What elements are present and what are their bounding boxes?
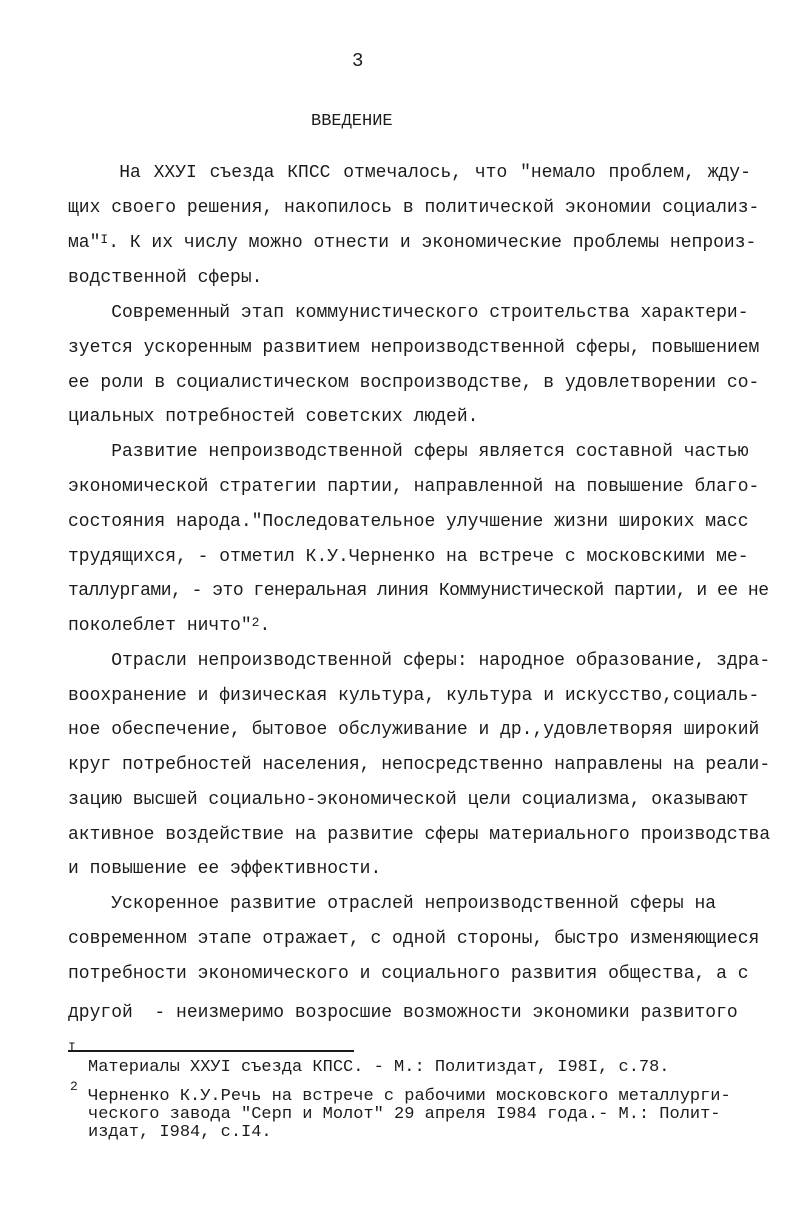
body-line: Развитие непроизводственной сферы является составной частью — [68, 442, 749, 462]
body-line: ее роли в социалистическом воспроизводстве, в удовлетворении со- — [68, 373, 760, 393]
body-line: щих своего решения, накопилось в политической экономии социализ- — [68, 198, 760, 218]
body-line: другой - неизмеримо возросшие возможности экономики развитого — [68, 1003, 738, 1023]
body-line: циальных потребностей советских людей. — [68, 407, 479, 427]
body-line-text: . — [259, 616, 271, 636]
body-line: воохранение и физическая культура, культура и искусство,социаль- — [68, 686, 760, 706]
footnote-marker: I — [68, 1040, 76, 1055]
footnote-line: Черненко К.У.Речь на встрече с рабочими московского металлурги- — [88, 1087, 731, 1106]
footnote-line: Материалы ХХУI съезда КПСС. - М.: Политиздат, I98I, с.78. — [88, 1058, 670, 1077]
body-line: зуется ускоренным развитием непроизводственной сферы, повышением — [68, 338, 760, 358]
body-line: и повышение ее эффективности. — [68, 859, 382, 879]
footnote-ref: 2 — [251, 615, 260, 630]
footnote-separator — [68, 1050, 354, 1052]
footnote-line: ческого завода "Серп и Молот" 29 апреля I984 года.- М.: Полит- — [88, 1105, 721, 1124]
body-line: потребности экономического и социального развития общества, а с — [68, 964, 749, 984]
body-line: зацию высшей социально-экономической цели социализма, оказывают — [68, 790, 749, 810]
body-line: активное воздействие на развитие сферы материального производства — [68, 825, 771, 845]
footnote-marker: 2 — [70, 1079, 78, 1094]
footnote-ref: I — [100, 232, 109, 247]
body-line: водственной сферы. — [68, 268, 263, 288]
body-line-text: . К их числу можно отнести и экономические проблемы непроиз- — [108, 233, 757, 253]
body-line — [68, 616, 270, 637]
body-line: На ХХУI съезда КПСС отмечалось, что "немало проблем, жду- — [68, 163, 751, 183]
body-line: ное обеспечение, бытовое обслуживание и др.,удовлетворяя широкий — [68, 720, 760, 740]
footnote-line: издат, I984, с.I4. — [88, 1123, 272, 1142]
body-line-text: ма" — [68, 233, 101, 253]
body-line: Отрасли непроизводственной сферы: народное образование, здра- — [68, 651, 771, 671]
body-line: состояния народа."Последовательное улучшение жизни широких масс — [68, 512, 749, 532]
body-line — [68, 233, 756, 254]
body-line: современном этапе отражает, с одной стороны, быстро изменяющиеся — [68, 929, 760, 949]
body-line: Современный этап коммунистического строительства характери- — [68, 303, 749, 323]
section-heading: ВВЕДЕНИЕ — [311, 112, 393, 131]
body-line: Ускоренное развитие отраслей непроизводственной сферы на — [68, 894, 717, 914]
body-line: круг потребностей населения, непосредственно направлены на реали- — [68, 755, 771, 775]
body-line: трудящихся, - отметил К.У.Черненко на встрече с московскими ме- — [68, 547, 749, 567]
body-line: таллургами, - это генеральная линия Коммунистической партии, и ее не — [68, 581, 769, 601]
body-line-text: поколеблет ничто" — [68, 616, 252, 636]
page-number: 3 — [352, 50, 364, 72]
body-line: экономической стратегии партии, направленной на повышение благо- — [68, 477, 760, 497]
